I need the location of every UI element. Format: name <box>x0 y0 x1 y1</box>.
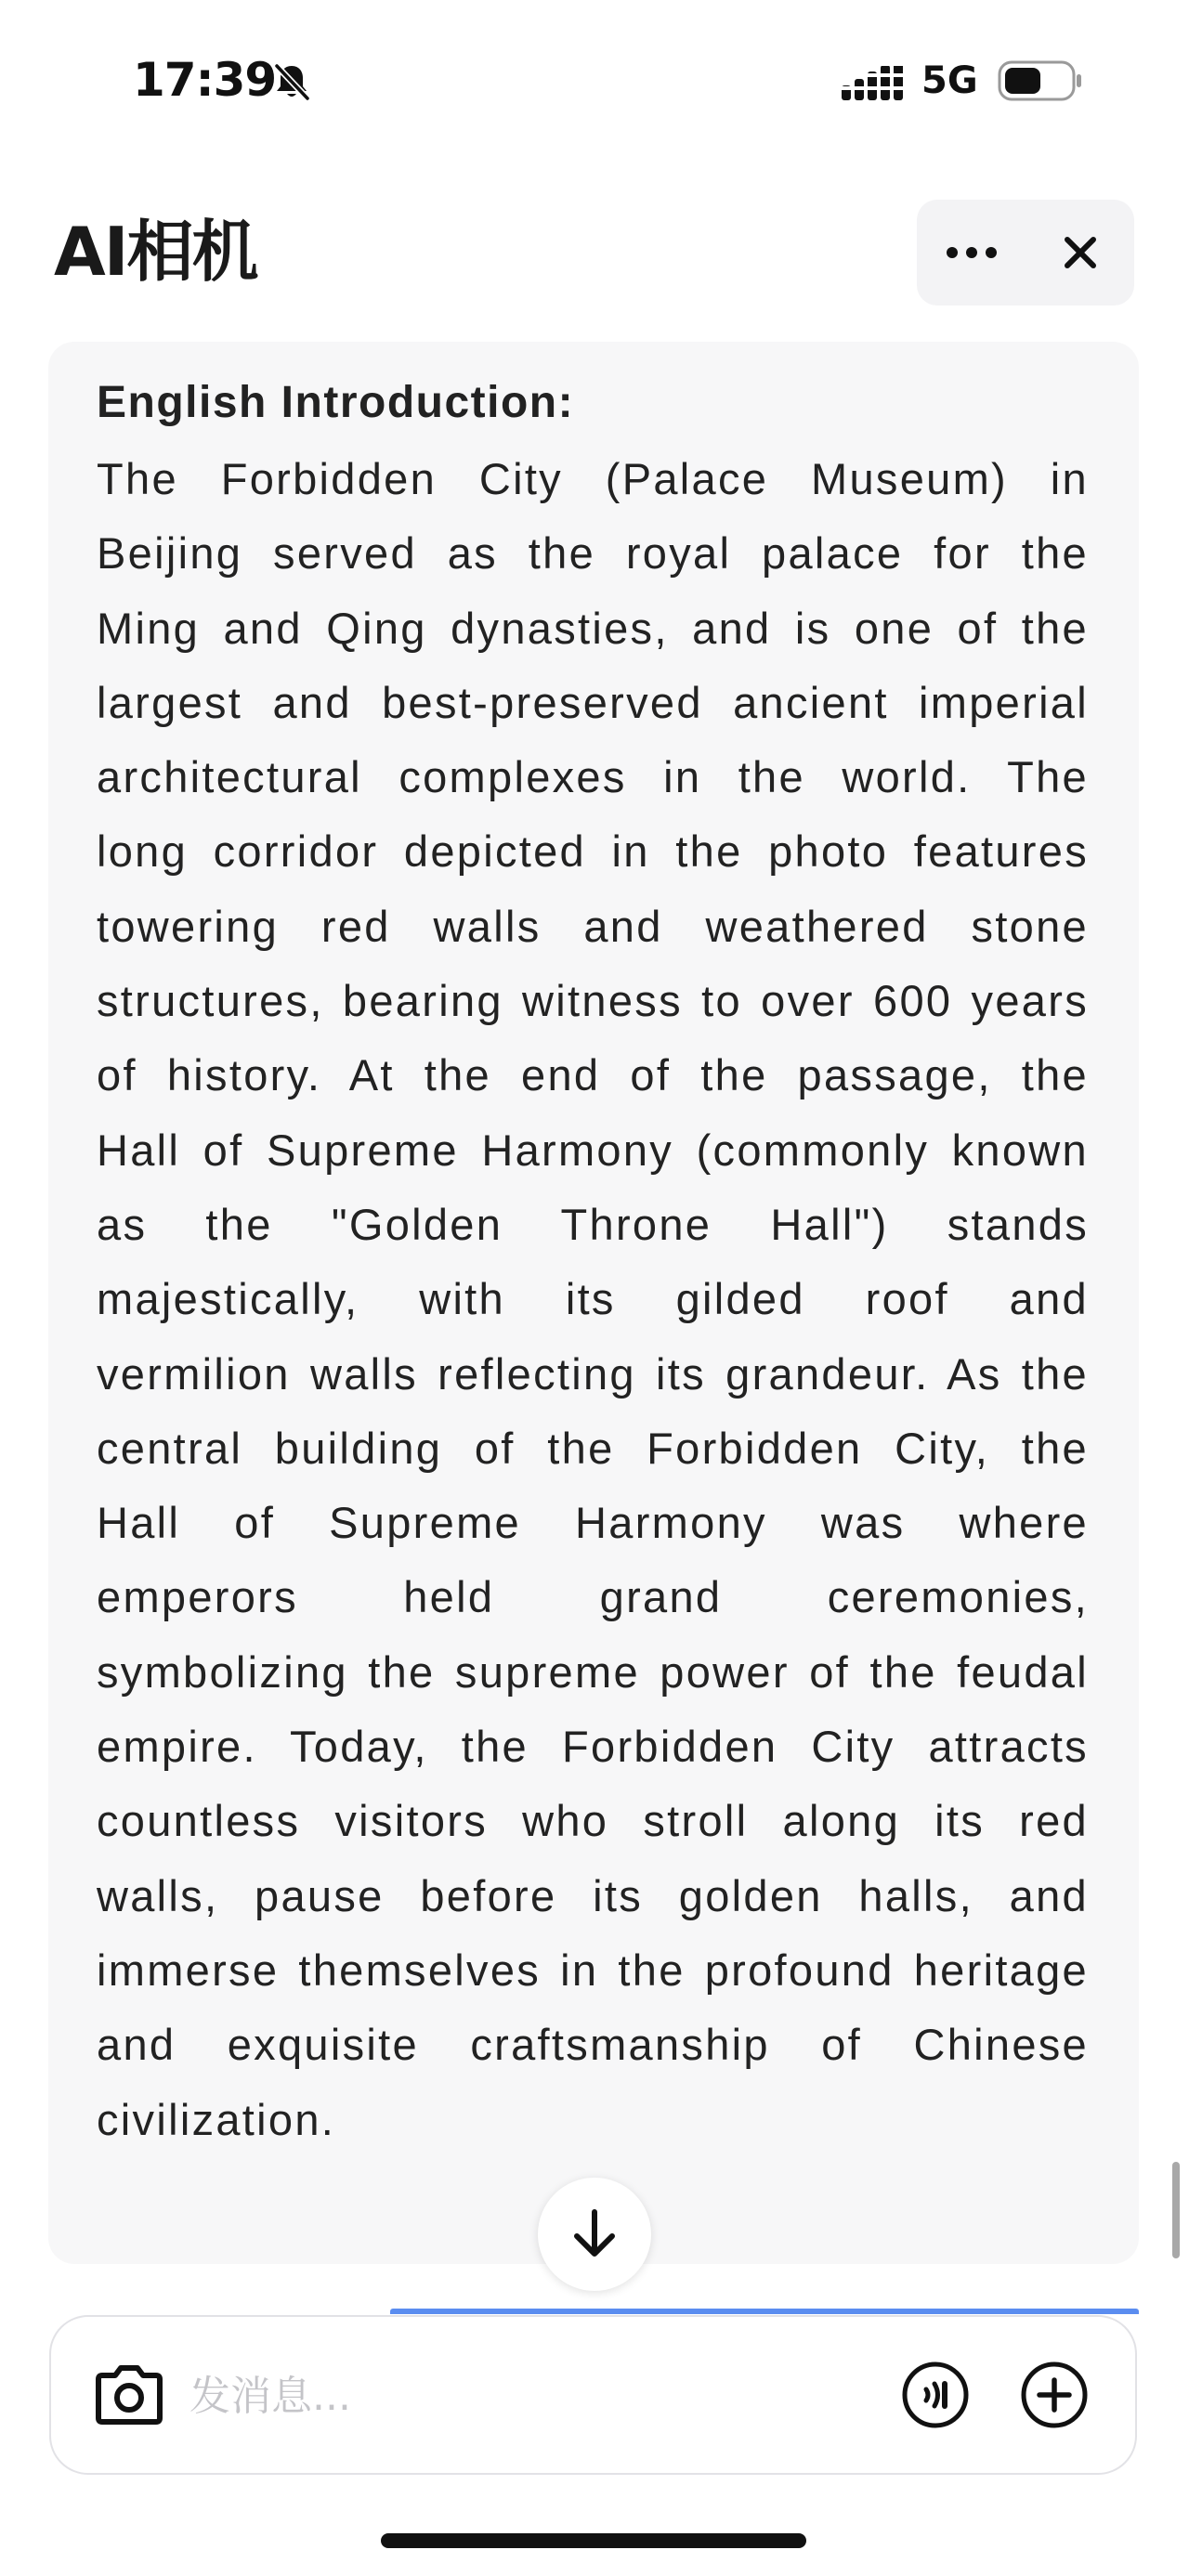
bell-slash-icon <box>271 61 312 102</box>
status-time: 17:39 <box>133 53 277 107</box>
input-accent-line <box>390 2309 1139 2314</box>
message-input[interactable] <box>189 2359 858 2433</box>
signal-bars-icon <box>842 61 903 100</box>
page-title: AI相机 <box>54 213 257 291</box>
plus-circle-icon <box>1020 2361 1089 2429</box>
camera-button[interactable] <box>95 2362 163 2427</box>
voice-icon <box>901 2361 970 2429</box>
intro-body-text: The Forbidden City (Palace Museum) in Beijing served as the royal palace for the Ming and Qing dynasties, and is one of the largest and best-preserved ancient imperial architectural complexes in the world. The long corridor depicted in the photo features towering red walls and weathered stone structures, bearing witness to over 600 years of history. At the end of the passage, the Hall of Supreme Harmony (commonly known as the "Golden Throne Hall") stands majestically, with its gilded roof and vermilion walls reflecting its grandeur. As the central building of the Forbidden City, the Hall of Supreme Harmony was where emperors held grand ceremonies, symbolizing the supreme power of the feudal empire. Today, the Forbidden City attracts countless visitors who stroll along its red walls, pause before its golden halls, and immerse themselves in the profound heritage and exquisite craftsmanship of Chinese civilization. <box>97 454 1089 2144</box>
network-type-label: 5G <box>921 59 978 102</box>
close-button[interactable] <box>1026 200 1134 306</box>
more-button[interactable] <box>917 200 1026 306</box>
voice-input-button[interactable] <box>899 2359 972 2431</box>
add-attachment-button[interactable] <box>1018 2359 1091 2431</box>
camera-icon <box>95 2364 163 2426</box>
intro-heading: English Introduction: <box>97 378 575 427</box>
more-dots-icon <box>944 243 1000 262</box>
mini-program-capsule <box>917 200 1134 306</box>
home-indicator[interactable] <box>381 2533 806 2548</box>
scroll-to-bottom-button[interactable] <box>538 2178 651 2291</box>
battery-icon <box>998 59 1083 102</box>
arrow-down-icon <box>571 2208 618 2260</box>
close-icon <box>1063 235 1098 270</box>
scroll-indicator[interactable] <box>1172 2162 1180 2258</box>
